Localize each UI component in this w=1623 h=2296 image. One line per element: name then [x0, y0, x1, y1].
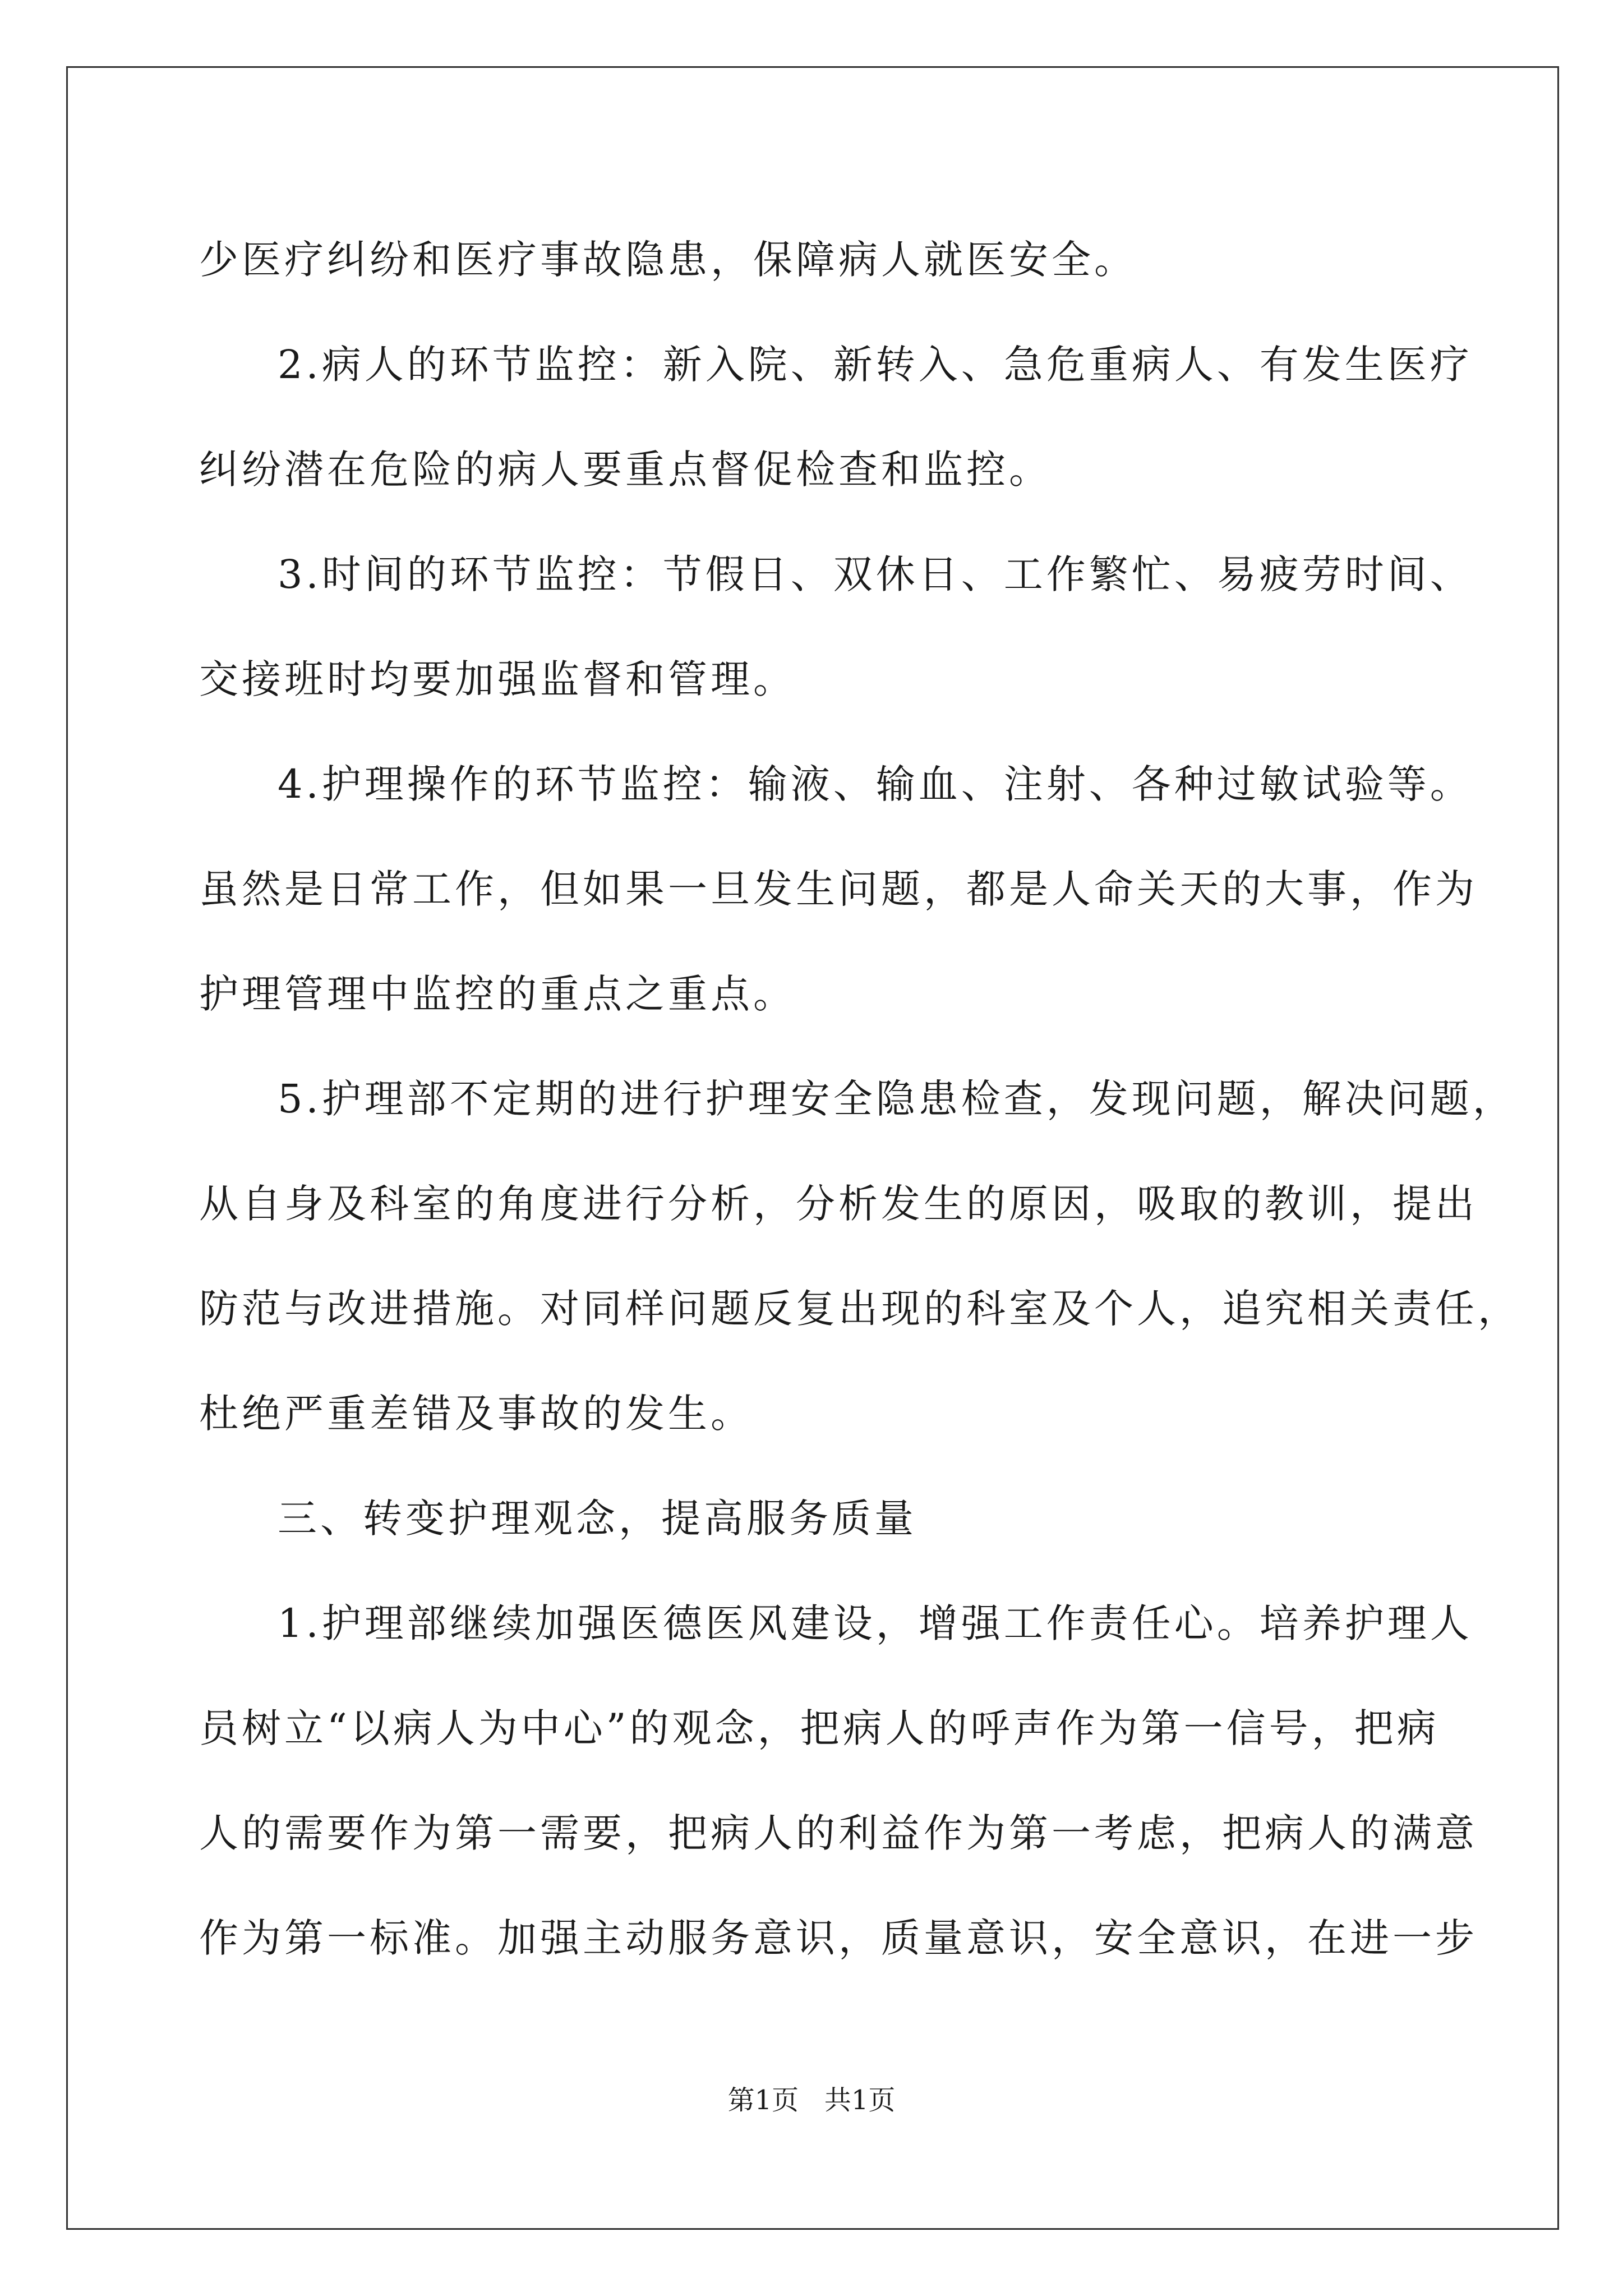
- text-line: 少医疗纠纷和医疗事故隐患，保障病人就医安全。: [199, 237, 1137, 283]
- text-line: 作为第一标准。加强主动服务意识，质量意识，安全意识，在进一步: [199, 1915, 1478, 1961]
- text-line: 护理管理中监控的重点之重点。: [199, 971, 796, 1017]
- document-body: [199, 208, 1520, 1991]
- text-line: 3.时间的环节监控：节假日、双休日、工作繁忙、易疲劳时间、: [278, 551, 1473, 597]
- text-line: 5.护理部不定期的进行护理安全隐患检查，发现问题，解决问题，: [278, 1076, 1515, 1122]
- text-line: 纠纷潜在危险的病人要重点督促检查和监控。: [199, 447, 1052, 493]
- text-line: 虽然是日常工作，但如果一旦发生问题，都是人命关天的大事，作为: [199, 866, 1478, 912]
- text-line: 防范与改进措施。对同样问题反复出现的科室及个人，追究相关责任，: [199, 1286, 1520, 1332]
- text-line: 人的需要作为第一需要，把病人的利益作为第一考虑，把病人的满意: [199, 1810, 1478, 1856]
- text-line: 1.护理部继续加强医德医风建设，增强工作责任心。培养护理人: [278, 1600, 1473, 1646]
- text-line: 杜绝严重差错及事故的发生。: [199, 1391, 753, 1437]
- text-line: 员树立“以病人为中心”的观念，把病人的呼声作为第一信号，把病: [199, 1705, 1440, 1751]
- text-line: 交接班时均要加强监督和管理。: [199, 656, 796, 702]
- text-line: 4.护理操作的环节监控：输液、输血、注射、各种过敏试验等。: [278, 761, 1473, 807]
- section-heading: 三、转变护理观念，提高服务质量: [278, 1496, 917, 1542]
- page-number: 第1页 共1页: [727, 2085, 896, 2116]
- text-line: 从自身及科室的角度进行分析，分析发生的原因，吸取的教训，提出: [199, 1181, 1478, 1227]
- text-line: 2.病人的环节监控：新入院、新转入、急危重病人、有发生医疗: [278, 342, 1473, 388]
